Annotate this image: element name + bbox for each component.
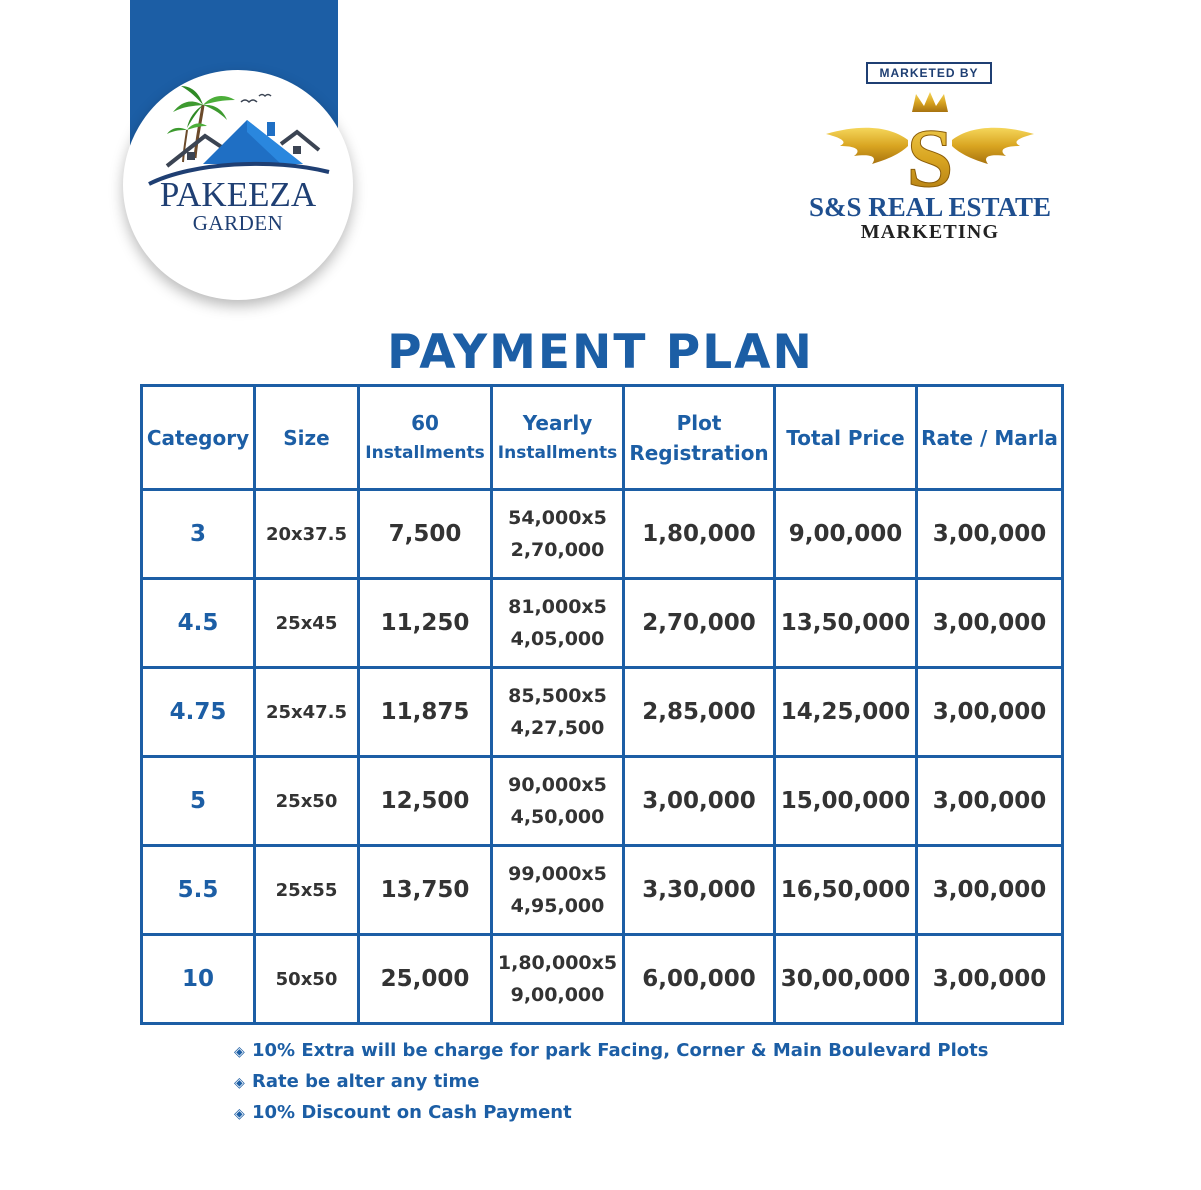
header-rate: Rate / Marla bbox=[917, 386, 1063, 490]
house-palm-icon bbox=[143, 80, 333, 190]
cell-installment: 11,250 bbox=[359, 579, 492, 668]
cell-registration: 2,70,000 bbox=[624, 579, 775, 668]
cell-yearly-line2: 2,70,000 bbox=[510, 539, 605, 561]
cell-size: 25x47.5 bbox=[255, 668, 359, 757]
cell-yearly bbox=[492, 668, 624, 757]
list-item bbox=[234, 1036, 988, 1067]
header-size: Size bbox=[255, 386, 359, 490]
cell-yearly-line2: 4,27,500 bbox=[510, 717, 605, 739]
cell-size: 50x50 bbox=[255, 935, 359, 1024]
cell-installment: 13,750 bbox=[359, 846, 492, 935]
cell-rate: 3,00,000 bbox=[917, 757, 1063, 846]
table-row bbox=[142, 668, 1063, 757]
cell-yearly-line1: 1,80,000x5 bbox=[497, 952, 618, 974]
header-installments bbox=[359, 386, 492, 490]
cell-size: 25x50 bbox=[255, 757, 359, 846]
table-row bbox=[142, 757, 1063, 846]
cell-installment: 11,875 bbox=[359, 668, 492, 757]
cell-installment: 25,000 bbox=[359, 935, 492, 1024]
notes-list bbox=[234, 1036, 988, 1129]
list-item bbox=[234, 1098, 988, 1129]
cell-category: 3 bbox=[142, 490, 255, 579]
brand-name: PAKEEZA bbox=[159, 175, 317, 214]
cell-rate: 3,00,000 bbox=[917, 579, 1063, 668]
table-row bbox=[142, 846, 1063, 935]
marketer-subtitle: MARKETING bbox=[860, 221, 1000, 243]
cell-installment: 12,500 bbox=[359, 757, 492, 846]
header-registration-top: Plot bbox=[676, 410, 722, 435]
cell-yearly-line1: 85,500x5 bbox=[508, 685, 607, 707]
header-category: Category bbox=[142, 386, 255, 490]
winged-crown-s-icon bbox=[820, 90, 1040, 194]
cell-yearly-line2: 9,00,000 bbox=[510, 984, 605, 1006]
note-text: 10% Extra will be charge for park Facing, Corner & Main Boulevard Plots bbox=[252, 1040, 989, 1061]
cell-total: 13,50,000 bbox=[775, 579, 917, 668]
cell-yearly bbox=[492, 935, 624, 1024]
cell-size: 25x45 bbox=[255, 579, 359, 668]
marketer-name: S&S REAL ESTATE bbox=[808, 192, 1052, 222]
cell-category: 5 bbox=[142, 757, 255, 846]
header-total-price: Total Price bbox=[775, 386, 917, 490]
cell-yearly bbox=[492, 490, 624, 579]
cell-registration: 1,80,000 bbox=[624, 490, 775, 579]
list-item bbox=[234, 1067, 988, 1098]
table-row bbox=[142, 935, 1063, 1024]
table-header-row bbox=[142, 386, 1063, 490]
cell-category: 4.75 bbox=[142, 668, 255, 757]
cell-total: 16,50,000 bbox=[775, 846, 917, 935]
cell-yearly-line2: 4,50,000 bbox=[510, 806, 605, 828]
cell-category: 5.5 bbox=[142, 846, 255, 935]
diamond-bullet-icon: ◈ bbox=[234, 1106, 245, 1122]
marketed-by-badge: MARKETED BY bbox=[866, 62, 992, 84]
payment-plan-table bbox=[140, 384, 1064, 1025]
header-registration-bottom: Registration bbox=[629, 440, 769, 465]
header-yearly-top: Yearly bbox=[522, 410, 593, 435]
cell-rate: 3,00,000 bbox=[917, 668, 1063, 757]
header-yearly-bottom: Installments bbox=[497, 442, 618, 463]
cell-registration: 3,00,000 bbox=[624, 757, 775, 846]
cell-total: 14,25,000 bbox=[775, 668, 917, 757]
cell-yearly-line2: 4,95,000 bbox=[510, 895, 605, 917]
header-registration bbox=[624, 386, 775, 490]
header-yearly bbox=[492, 386, 624, 490]
cell-yearly-line2: 4,05,000 bbox=[510, 628, 605, 650]
note-text: Rate be alter any time bbox=[252, 1071, 480, 1092]
header-installments-top: 60 bbox=[411, 410, 439, 435]
cell-rate: 3,00,000 bbox=[917, 490, 1063, 579]
cell-yearly bbox=[492, 757, 624, 846]
cell-installment: 7,500 bbox=[359, 490, 492, 579]
cell-yearly-line1: 99,000x5 bbox=[508, 863, 607, 885]
table-row bbox=[142, 579, 1063, 668]
note-text: 10% Discount on Cash Payment bbox=[252, 1102, 572, 1123]
header-installments-bottom: Installments bbox=[365, 442, 485, 463]
table-row bbox=[142, 490, 1063, 579]
cell-rate: 3,00,000 bbox=[917, 935, 1063, 1024]
cell-yearly bbox=[492, 846, 624, 935]
cell-total: 9,00,000 bbox=[775, 490, 917, 579]
cell-yearly-line1: 54,000x5 bbox=[508, 507, 607, 529]
svg-text:S: S bbox=[906, 112, 954, 194]
cell-category: 4.5 bbox=[142, 579, 255, 668]
cell-category: 10 bbox=[142, 935, 255, 1024]
cell-registration: 6,00,000 bbox=[624, 935, 775, 1024]
cell-registration: 3,30,000 bbox=[624, 846, 775, 935]
cell-size: 20x37.5 bbox=[255, 490, 359, 579]
page-title: PAYMENT PLAN bbox=[387, 325, 814, 380]
cell-total: 15,00,000 bbox=[775, 757, 917, 846]
cell-size: 25x55 bbox=[255, 846, 359, 935]
cell-rate: 3,00,000 bbox=[917, 846, 1063, 935]
cell-yearly-line1: 90,000x5 bbox=[508, 774, 607, 796]
brand-subtitle: GARDEN bbox=[192, 211, 284, 235]
diamond-bullet-icon: ◈ bbox=[234, 1044, 245, 1060]
cell-registration: 2,85,000 bbox=[624, 668, 775, 757]
diamond-bullet-icon: ◈ bbox=[234, 1075, 245, 1091]
cell-yearly bbox=[492, 579, 624, 668]
cell-total: 30,00,000 bbox=[775, 935, 917, 1024]
cell-yearly-line1: 81,000x5 bbox=[508, 596, 607, 618]
